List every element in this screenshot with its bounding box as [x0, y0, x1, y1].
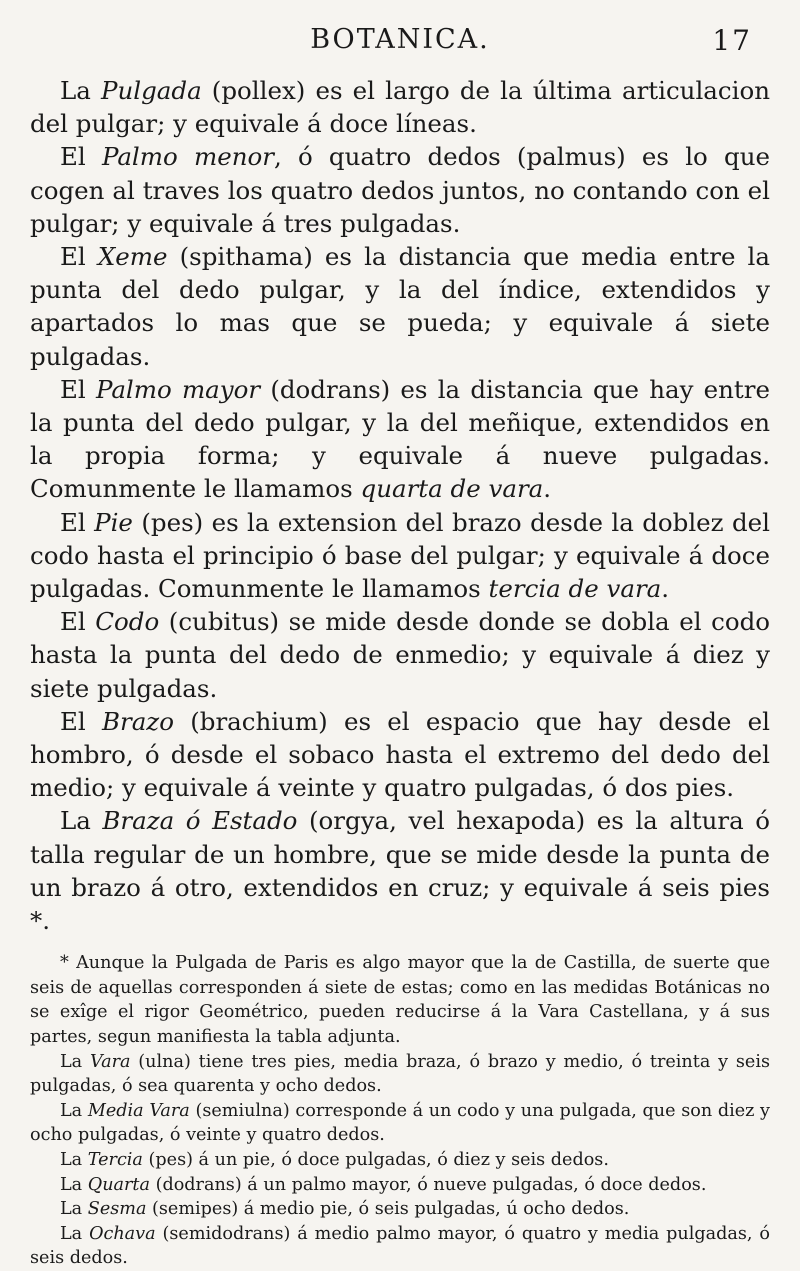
defined-term: Palmo menor [101, 142, 274, 172]
paragraph: La Pulgada (pollex) es el largo de la última articulacion del pulgar; y equivale á doce líneas. [30, 76, 770, 139]
defined-term: Pie [94, 507, 133, 537]
defined-term: Media Vara [87, 1100, 190, 1121]
paragraph: El Palmo menor, ó quatro dedos (palmus) es lo que cogen al traves los quatro dedos juntos, no contando con el pulgar; y equivale á tres pulgadas. [30, 142, 770, 238]
defined-term: Brazo [101, 706, 174, 736]
page-number: 17 [712, 24, 752, 57]
running-header [30, 24, 770, 68]
italic-phrase: tercia de vara [488, 574, 662, 604]
defined-term: Codo [95, 607, 160, 637]
defined-term: Vara [90, 1051, 131, 1072]
footnote: La Sesma (semipes) á medio pie, ó seis pulgadas, ú ocho dedos. [60, 1199, 630, 1220]
defined-term: Xeme [97, 242, 168, 272]
footnote: La Quarta (dodrans) á un palmo mayor, ó nueve pulgadas, ó doce dedos. [60, 1174, 707, 1195]
paragraph: El Palmo mayor (dodrans) es la distancia que hay entre la punta del dedo pulgar, y la del meñique, extendidos en la propia forma; y equivale á nueve pulgadas. Comunmente le llamamos quarta de vara. [30, 374, 770, 504]
paragraph: El Brazo (brachium) es el espacio que hay desde el hombro, ó desde el sobaco hasta el extremo del dedo del medio; y equivale á veinte y quatro pulgadas, ó dos pies. [30, 706, 770, 803]
defined-term: Ochava [89, 1223, 156, 1244]
paragraph: El Pie (pes) es la extension del brazo desde la doblez del codo hasta el principio ó base del pulgar; y equivale á doce pulgadas. Comunmente le llamamos tercia de vara. [30, 507, 770, 604]
defined-term: Braza ó Estado [102, 806, 298, 836]
footnote: * Aunque la Pulgada de Paris es algo mayor que la de Castilla, de suerte que seis de aquellas corresponden á siete de estas; como en las medidas Botánicas no se exîge el rigor Geométrico, pueden reducirse á la Vara Castellana, y á sus partes, segun manifiesta la tabla adjunta. [30, 953, 770, 1048]
paragraph: La Braza ó Estado (orgya, vel hexapoda) es la altura ó talla regular de un hombre, que se mide desde la punta de un brazo á otro, extendidos en cruz; y equivale á seis pies *. [30, 806, 770, 936]
paragraph: El Xeme (spithama) es la distancia que media entre la punta del dedo pulgar, y la del índice, extendidos y apartados lo mas que se pueda; y equivale á siete pulgadas. [30, 242, 770, 371]
defined-term: Pulgada [101, 76, 202, 105]
defined-term: Tercia [87, 1150, 143, 1171]
footnote: La Vara (ulna) tiene tres pies, media braza, ó brazo y medio, ó treinta y seis pulgadas, ó sea quarenta y ocho dedos. [30, 1051, 770, 1097]
defined-term: Palmo mayor [95, 374, 261, 404]
italic-phrase: quarta de vara [360, 474, 544, 504]
footnote: La Media Vara (semiulna) corresponde á un codo y una pulgada, que son diez y ocho pulgadas, ó veinte y quatro dedos. [30, 1100, 770, 1146]
footnotes [30, 951, 770, 1271]
page-title: BOTANICA. [310, 24, 490, 55]
footnote: La Tercia (pes) á un pie, ó doce pulgadas, ó diez y seis dedos. [60, 1150, 609, 1171]
defined-term: Sesma [87, 1199, 147, 1220]
footnote: La Ochava (semidodrans) á medio palmo mayor, ó quatro y media pulgadas, ó seis dedos. [30, 1223, 770, 1269]
main-text [30, 74, 770, 937]
page [30, 24, 770, 1271]
paragraph: El Codo (cubitus) se mide desde donde se dobla el codo hasta la punta del dedo de enmedio; y equivale á diez y siete pulgadas. [30, 607, 771, 703]
defined-term: Quarta [87, 1174, 150, 1195]
